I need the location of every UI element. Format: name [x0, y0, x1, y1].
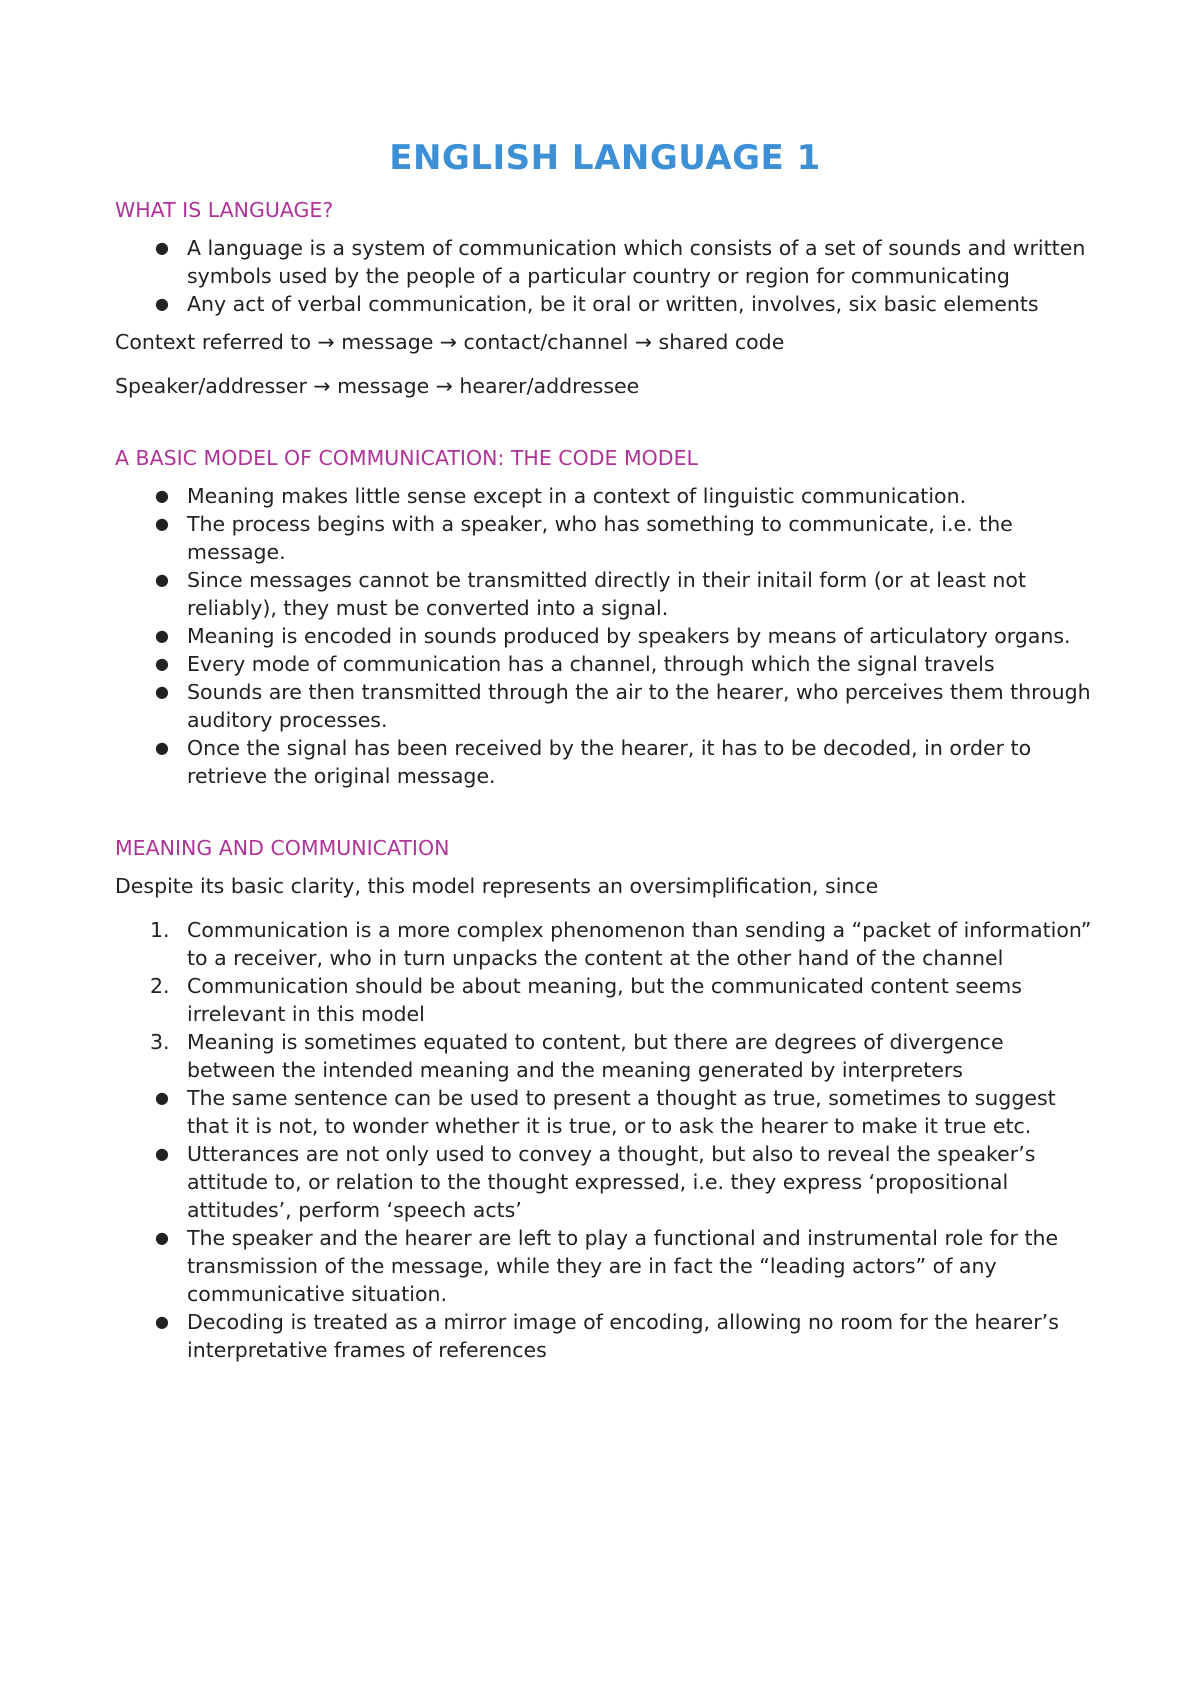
list-number: 3.: [150, 1030, 170, 1054]
list-item: [115, 1308, 1095, 1364]
list-item: [115, 234, 1095, 290]
bullet-list: [115, 234, 1095, 318]
bullet-icon: ●: [155, 654, 169, 673]
bullet-icon: ●: [155, 1088, 169, 1107]
list-item-text: Decoding is treated as a mirror image of encoding, allowing no room for the hearer’s interpretative frames of references: [187, 1310, 1059, 1362]
bullet-icon: ●: [155, 738, 169, 757]
numbered-list: [115, 916, 1095, 1084]
list-item: [115, 916, 1095, 972]
section-intro: Despite its basic clarity, this model represents an oversimplification, since: [115, 874, 879, 898]
list-item-text: Utterances are not only used to convey a thought, but also to reveal the speaker’s attitude to, or relation to the thought expressed, i.e. they express ‘propositional attitudes’, perform ‘speech acts’: [187, 1142, 1036, 1222]
bullet-icon: ●: [155, 1228, 169, 1247]
list-item: [115, 734, 1095, 790]
bullet-icon: ●: [155, 238, 169, 257]
bullet-icon: ●: [155, 514, 169, 533]
section-heading: WHAT IS LANGUAGE?: [115, 198, 334, 222]
list-item-text: The process begins with a speaker, who has something to communicate, i.e. the message.: [187, 512, 1013, 564]
list-item-text: Sounds are then transmitted through the air to the hearer, who perceives them through auditory processes.: [187, 680, 1091, 732]
list-item-text: Communication should be about meaning, but the communicated content seems irrelevant in this model: [187, 974, 1022, 1026]
document-page: [115, 138, 1095, 1378]
list-item-text: The same sentence can be used to present a thought as true, sometimes to suggest that it is not, to wonder whether it is true, or to ask the hearer to make it true etc.: [187, 1086, 1056, 1138]
bullet-icon: ●: [155, 626, 169, 645]
model-line-speaker: Speaker/addresser → message → hearer/addressee: [115, 374, 640, 398]
list-number: 2.: [150, 974, 170, 998]
list-item: [115, 1224, 1095, 1308]
list-item: [115, 1028, 1095, 1084]
list-item-text: Communication is a more complex phenomenon than sending a “packet of information” to a receiver, who in turn unpacks the content at the other hand of the channel: [187, 918, 1092, 970]
list-item: [115, 650, 1095, 678]
section-code-model: [115, 446, 1095, 790]
list-item: [115, 566, 1095, 622]
section-heading: MEANING AND COMMUNICATION: [115, 836, 450, 860]
list-item: [115, 482, 1095, 510]
bullet-icon: ●: [155, 1144, 169, 1163]
model-line-context: Context referred to → message → contact/channel → shared code: [115, 330, 785, 354]
list-item: [115, 290, 1095, 318]
list-item-text: Once the signal has been received by the hearer, it has to be decoded, in order to retrieve the original message.: [187, 736, 1032, 788]
list-item-text: The speaker and the hearer are left to play a functional and instrumental role for the transmission of the message, while they are in fact the “leading actors” of any communicative situation.: [187, 1226, 1059, 1306]
list-item-text: Meaning is sometimes equated to content, but there are degrees of divergence between the intended meaning and the meaning generated by interpreters: [187, 1030, 1004, 1082]
list-item-text: A language is a system of communication which consists of a set of sounds and written symbols used by the people of a particular country or region for communicating: [187, 236, 1086, 288]
list-item: [115, 510, 1095, 566]
bullet-icon: ●: [155, 486, 169, 505]
bullet-icon: ●: [155, 294, 169, 313]
list-item: [115, 1084, 1095, 1140]
section-what-is-language: [115, 198, 1095, 400]
bullet-list: [115, 1084, 1095, 1364]
list-item-text: Meaning makes little sense except in a context of linguistic communication.: [187, 484, 967, 508]
bullet-icon: ●: [155, 570, 169, 589]
list-number: 1.: [150, 918, 170, 942]
list-item-text: Since messages cannot be transmitted directly in their initail form (or at least not reliably), they must be converted into a signal.: [187, 568, 1026, 620]
list-item-text: Meaning is encoded in sounds produced by speakers by means of articulatory organs.: [187, 624, 1071, 648]
list-item: [115, 972, 1095, 1028]
list-item: [115, 1140, 1095, 1224]
list-item: [115, 622, 1095, 650]
section-meaning-and-communication: [115, 836, 1095, 1364]
list-item: [115, 678, 1095, 734]
bullet-icon: ●: [155, 682, 169, 701]
section-heading: A BASIC MODEL OF COMMUNICATION: THE CODE MODEL: [115, 446, 698, 470]
document-title: ENGLISH LANGUAGE 1: [389, 138, 821, 178]
list-item-text: Every mode of communication has a channel, through which the signal travels: [187, 652, 995, 676]
bullet-list: [115, 482, 1095, 790]
bullet-icon: ●: [155, 1312, 169, 1331]
list-item-text: Any act of verbal communication, be it oral or written, involves, six basic elements: [187, 292, 1039, 316]
